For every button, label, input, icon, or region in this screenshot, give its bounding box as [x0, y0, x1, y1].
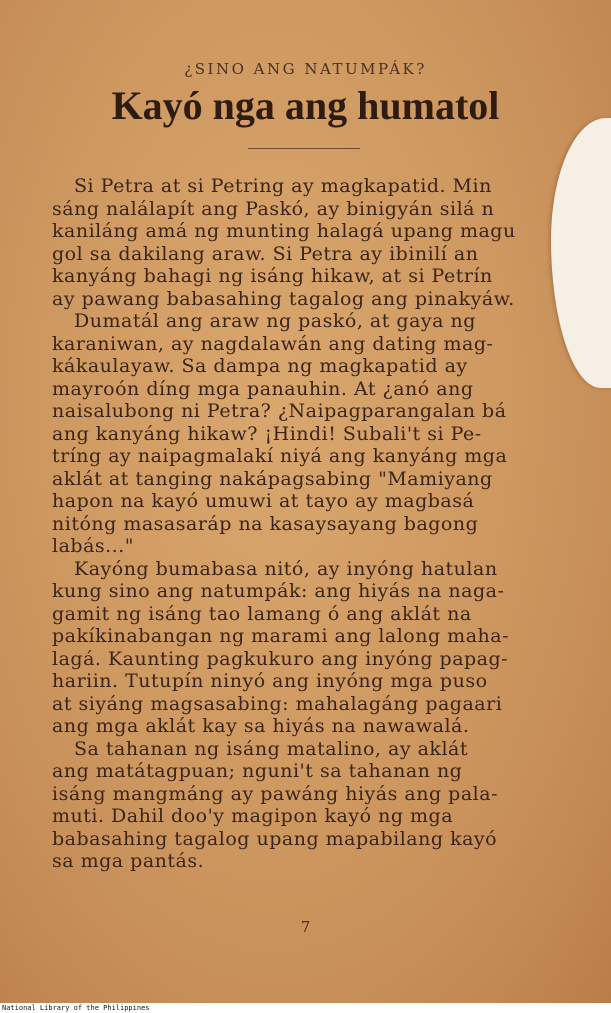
page-number: 7	[300, 918, 311, 936]
text-line: naisalubong ni Petra? ¿Naipagparangalan bá	[52, 400, 507, 422]
text-line: kung sino ang natumpák: ang hiyás na naga-	[52, 580, 505, 602]
text-line: sa mga pantás.	[52, 850, 205, 872]
text-line: isáng mangmáng ay pawáng hiyás ang pala-	[52, 782, 498, 805]
text-line: at siyáng magsasabing: mahalagáng pagaari	[52, 692, 503, 715]
text-line: mayroón díng mga panauhin. At ¿anó ang	[52, 377, 474, 400]
text-line: kanyáng bahagi ng isáng hikaw, at si Petrín	[52, 265, 493, 287]
title-divider	[248, 148, 360, 149]
text-line: kákaulayaw. Sa dampa ng magkapatid ay	[52, 355, 468, 377]
text-line: pakíkinabangan ng marami ang lalong maha-	[52, 625, 510, 647]
text-line: kaniláng amá ng munting halagá upang magu	[52, 220, 516, 242]
text-line: labás..."	[52, 535, 135, 557]
text-line: nitóng masasaráp na kasaysayang bagong	[52, 512, 479, 535]
body-text	[52, 175, 564, 873]
text-line: gamit ng isáng tao lamang ó ang aklát na	[52, 602, 472, 625]
text-line: ang kanyáng hikaw? ¡Hindi! Subali't si Pe-	[52, 422, 482, 445]
text-line: Si Petra at si Petring ay magkapatid. Min	[74, 175, 492, 197]
text-line: ay pawang babasahing tagalog ang pinakyáw.	[52, 287, 515, 310]
text-line: hapon na kayó umuwi at tayo ay magbasá	[52, 490, 475, 512]
library-credit: National Library of the Philippines	[2, 1004, 150, 1012]
text-line: tríng ay naipagmalakí niyá ang kanyáng mga	[52, 445, 508, 467]
text-line: babasahing tagalog upang mapabilang kayó	[52, 827, 498, 850]
text-line: aklát at tanging nakápagsabing "Mamiyang	[52, 467, 493, 490]
text-line: Sa tahanan ng isáng matalino, ay aklát	[74, 737, 468, 760]
section-kicker: ¿SINO ANG NATUMPÁK?	[184, 60, 427, 78]
text-line: gol sa dakilang araw. Si Petra ay ibinilí an	[52, 242, 479, 265]
page-title: Kayó nga ang humatol	[111, 83, 500, 128]
text-line: muti. Dahil doo'y magipon kayó ng mga	[52, 805, 454, 827]
text-line: ang mga aklát kay sa hiyás na nawawalá.	[52, 715, 470, 737]
text-line: lagá. Kaunting pagkukuro ang inyóng papag-	[52, 647, 509, 670]
text-line: ang matátagpuan; nguni't sa tahanan ng	[52, 760, 463, 782]
text-line: Dumatál ang araw ng paskó, at gaya ng	[74, 310, 476, 332]
text-line: karaniwan, ay nagdalawán ang dating mag-	[52, 332, 494, 355]
text-line: hariin. Tutupín ninyó ang inyóng mga puso	[52, 670, 488, 692]
text-line: sáng nalálapít ang Paskó, ay binigyán silá n	[52, 197, 495, 220]
text-line: Kayóng bumabasa nitó, ay inyóng hatulan	[74, 557, 498, 580]
